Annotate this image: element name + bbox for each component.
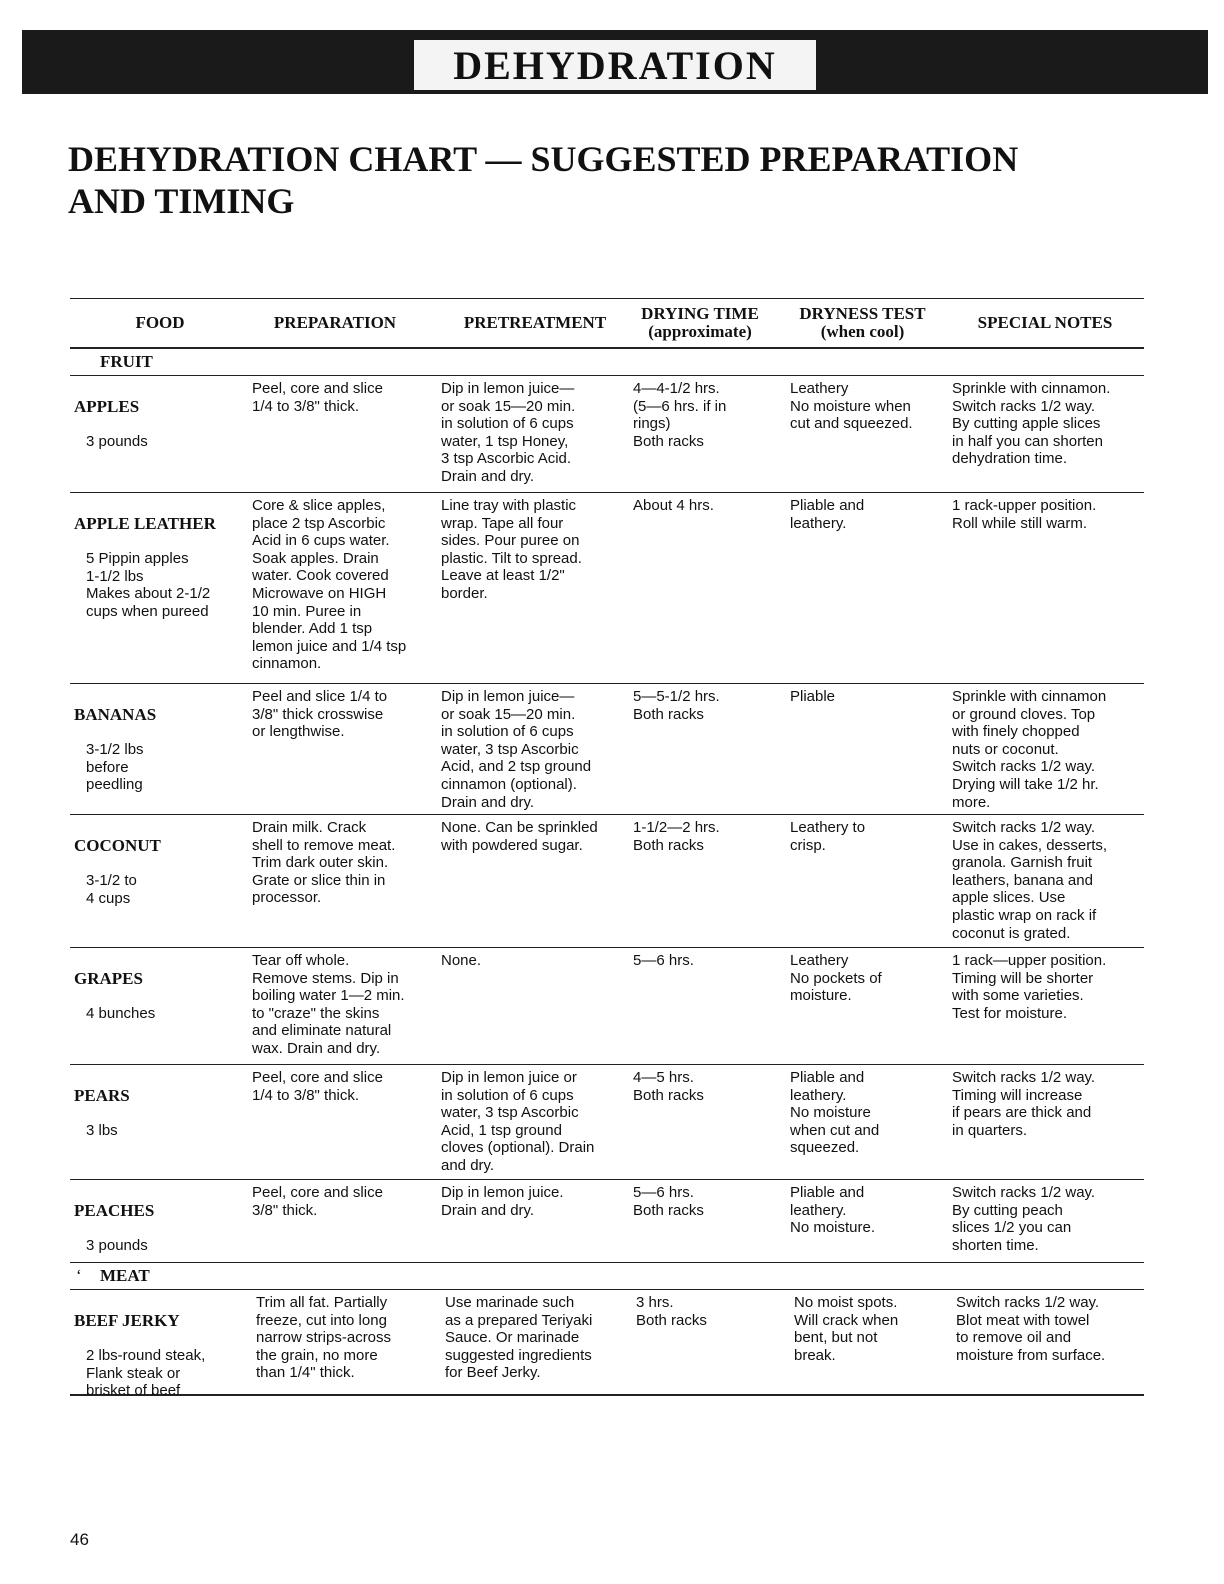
food-cell	[74, 688, 250, 812]
special-notes-cell: 1 rack-upper position. Roll while still warm.	[952, 497, 1097, 532]
food-name: BANANAS	[74, 704, 157, 724]
dryness-test-cell: Pliable and leathery.	[790, 497, 865, 532]
food-name: COCONUT	[74, 835, 161, 855]
drying-time-cell: 3 hrs. Both racks	[636, 1294, 707, 1329]
drying-time-cell: 1-1/2—2 hrs. Both racks	[633, 819, 720, 854]
pretreatment-cell: Dip in lemon juice. Drain and dry.	[441, 1184, 564, 1219]
food-name: APPLES	[74, 396, 140, 416]
header-pretreatment: PRETREATMENT	[463, 313, 607, 332]
dehydration-chart	[70, 298, 1144, 1400]
table-row	[70, 1065, 1144, 1179]
dryness-test-cell: Pliable and leathery. No moisture when cut and squeezed.	[790, 1069, 880, 1157]
pretreatment-cell: None. Can be sprinkled with powdered sugar.	[441, 819, 598, 854]
special-notes-cell: Switch racks 1/2 way. Use in cakes, desserts, granola. Garnish fruit leathers, banana and apple slices. Use plastic wrap on rack if coconut is grated.	[952, 819, 1108, 942]
food-quantity: 3-1/2 lbs before peedling	[86, 741, 144, 794]
special-notes-cell: Switch racks 1/2 way. By cutting peach slices 1/2 you can shorten time.	[952, 1184, 1096, 1254]
dryness-test-cell: Leathery to crisp.	[790, 819, 866, 854]
food-name: GRAPES	[74, 968, 143, 988]
special-notes-cell: 1 rack—upper position. Timing will be shorter with some varieties. Test for moisture.	[952, 952, 1107, 1022]
table-row	[70, 815, 1144, 947]
special-notes-cell: Sprinkle with cinnamon. Switch racks 1/2 way. By cutting apple slices in half you can shorten dehydration time.	[952, 380, 1111, 468]
food-quantity: 3 lbs	[86, 1122, 118, 1140]
pretreatment-cell: Use marinade such as a prepared Teriyaki Sauce. Or marinade suggested ingredients for Beef Jerky.	[445, 1294, 593, 1382]
preparation-cell: Tear off whole. Remove stems. Dip in boiling water 1—2 min. to "craze" the skins and eliminate natural wax. Drain and dry.	[252, 952, 405, 1057]
preparation-cell: Peel and slice 1/4 to 3/8" thick crosswise or lengthwise.	[252, 688, 388, 741]
food-cell	[74, 819, 250, 925]
food-quantity: 4 bunches	[86, 1005, 156, 1023]
pretreatment-cell: None.	[441, 952, 482, 969]
header-special-notes: SPECIAL NOTES	[977, 313, 1113, 332]
table-row	[70, 1290, 1144, 1400]
dryness-test-cell: Leathery No pockets of moisture.	[790, 952, 882, 1005]
pretreatment-cell: Line tray with plastic wrap. Tape all four sides. Pour puree on plastic. Tilt to spread. Leave at least 1/2" border.	[441, 497, 582, 602]
table-row	[70, 948, 1144, 1064]
dryness-test-cell: Pliable and leathery. No moisture.	[790, 1184, 876, 1237]
drying-time-cell: 4—5 hrs. Both racks	[633, 1069, 704, 1104]
table-row	[70, 376, 1144, 492]
page-title-line-2: AND TIMING	[68, 181, 295, 221]
food-cell	[74, 1294, 250, 1418]
header-drying-time: DRYING TIME (approximate)	[641, 304, 759, 341]
food-cell	[74, 952, 250, 1040]
preparation-cell: Peel, core and slice 1/4 to 3/8" thick.	[252, 380, 383, 415]
section-fruit: FRUIT	[100, 352, 153, 371]
drying-time-cell: 4—4-1/2 hrs. (5—6 hrs. if in rings) Both racks	[633, 380, 727, 450]
chart-header-row	[70, 299, 1144, 347]
dryness-test-cell: No moist spots. Will crack when bent, but not break.	[794, 1294, 899, 1364]
food-cell	[74, 380, 250, 468]
special-notes-cell: Switch racks 1/2 way. Timing will increase if pears are thick and in quarters.	[952, 1069, 1096, 1139]
header-dryness-test: DRYNESS TEST (when cool)	[799, 304, 926, 341]
food-cell	[74, 1069, 250, 1157]
page-title	[68, 138, 1118, 222]
banner-label-box	[412, 38, 818, 92]
special-notes-cell: Sprinkle with cinnamon or ground cloves. Top with finely chopped nuts or coconut. Switch racks 1/2 way. Drying will take 1/2 hr. more.	[952, 688, 1107, 811]
preparation-cell: Peel, core and slice 1/4 to 3/8" thick.	[252, 1069, 383, 1104]
drying-time-cell: 5—6 hrs. Both racks	[633, 1184, 704, 1219]
pretreatment-cell: Dip in lemon juice or in solution of 6 cups water, 3 tsp Ascorbic Acid, 1 tsp ground cloves (optional). Drain and dry.	[441, 1069, 595, 1174]
food-cell	[74, 497, 250, 638]
pretreatment-cell: Dip in lemon juice— or soak 15—20 min. in solution of 6 cups water, 3 tsp Ascorbic Acid, and 2 tsp ground cinnamon (optional). Drain and dry.	[441, 688, 592, 811]
table-row	[70, 684, 1144, 814]
drying-time-cell: About 4 hrs.	[633, 497, 714, 514]
food-quantity: 3-1/2 to 4 cups	[86, 872, 137, 907]
food-quantity: 3 pounds	[86, 1237, 148, 1255]
food-name: BEEF JERKY	[74, 1310, 180, 1330]
page-number: 46	[70, 1530, 89, 1549]
table-row	[70, 493, 1144, 683]
pretreatment-cell: Dip in lemon juice— or soak 15—20 min. in solution of 6 cups water, 1 tsp Honey, 3 tsp Ascorbic Acid. Drain and dry.	[441, 380, 576, 485]
drying-time-cell: 5—5-1/2 hrs. Both racks	[633, 688, 720, 723]
preparation-cell: Drain milk. Crack shell to remove meat. Trim dark outer skin. Grate or slice thin in processor.	[252, 819, 396, 907]
food-quantity: 2 lbs-round steak, Flank steak or brisket of beef	[86, 1347, 206, 1400]
special-notes-cell: Switch racks 1/2 way. Blot meat with towel to remove oil and moisture from surface.	[956, 1294, 1106, 1364]
section-meat: ‘ MEAT	[76, 1266, 150, 1285]
table-row	[70, 1180, 1144, 1262]
drying-time-cell: 5—6 hrs.	[633, 952, 694, 969]
header-food: FOOD	[135, 313, 185, 332]
food-name: PEARS	[74, 1085, 130, 1105]
banner-label: DEHYDRATION	[453, 42, 777, 88]
preparation-cell: Trim all fat. Partially freeze, cut into long narrow strips-across the grain, no more than 1/4" thick.	[256, 1294, 392, 1382]
food-cell	[74, 1184, 250, 1272]
preparation-cell: Core & slice apples, place 2 tsp Ascorbic Acid in 6 cups water. Soak apples. Drain water. Cook covered Microwave on HIGH 10 min. Puree in blender. Add 1 tsp lemon juice and 1/4 tsp cinnamon.	[252, 497, 407, 673]
food-name: APPLE LEATHER	[74, 513, 216, 533]
food-quantity: 3 pounds	[86, 433, 148, 451]
dryness-test-cell: Pliable	[790, 688, 836, 705]
dryness-test-cell: Leathery No moisture when cut and squeezed.	[790, 380, 913, 433]
page-title-line-1: DEHYDRATION CHART — SUGGESTED PREPARATION	[68, 139, 1019, 179]
header-preparation: PREPARATION	[273, 313, 397, 332]
preparation-cell: Peel, core and slice 3/8" thick.	[252, 1184, 383, 1219]
food-name: PEACHES	[74, 1200, 155, 1220]
food-quantity: 5 Pippin apples 1-1/2 lbs Makes about 2-1/2 cups when pureed	[86, 550, 211, 620]
